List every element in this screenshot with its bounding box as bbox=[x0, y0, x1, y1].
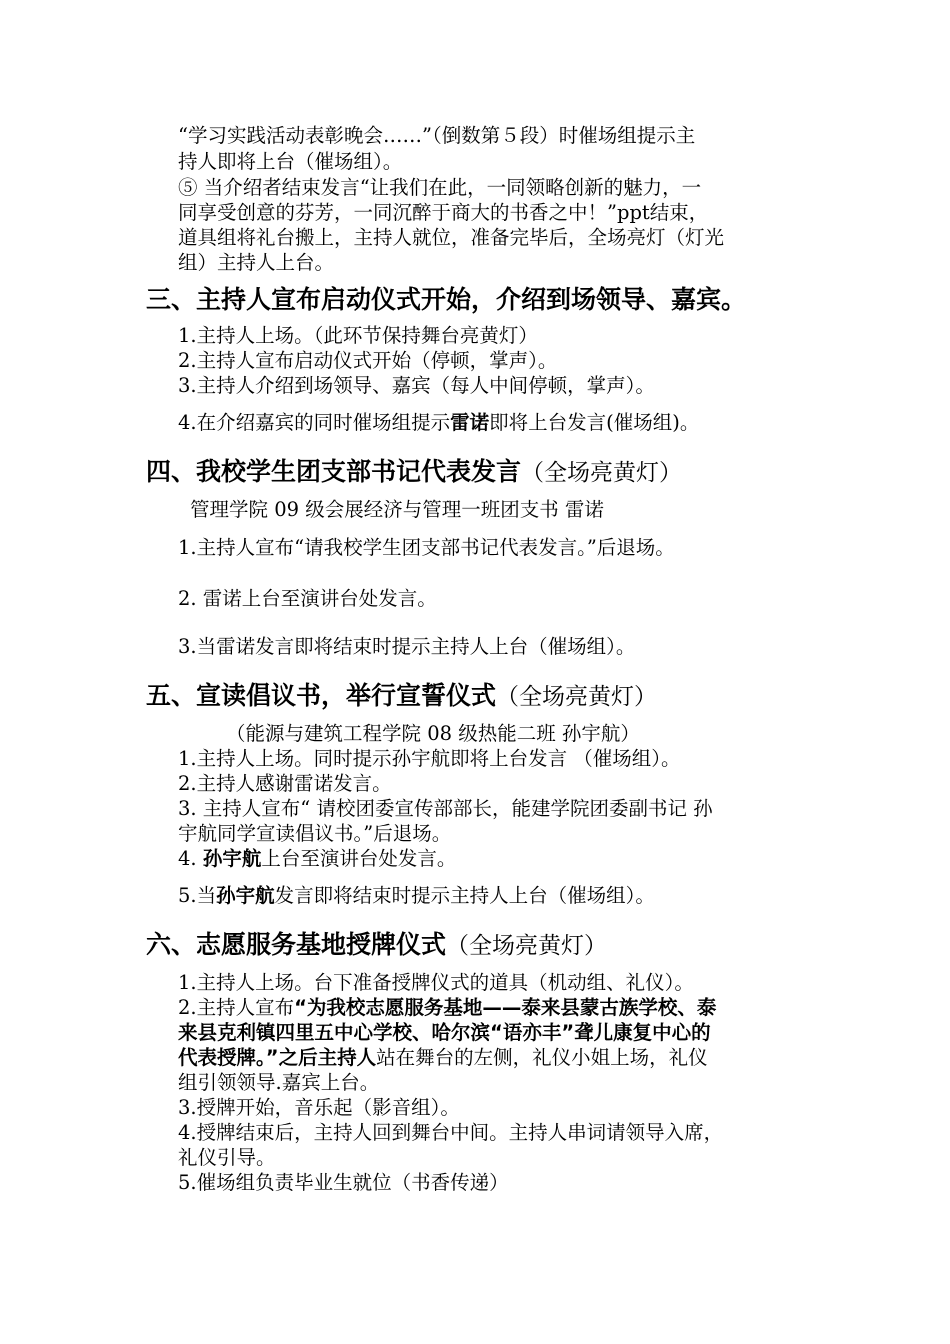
list-item: 2.主持人感谢雷诺发言。 bbox=[178, 772, 392, 795]
list-item-continuation: 宇航同学宣读倡议书。”后退场。 bbox=[178, 822, 452, 845]
section-3-heading: 三、主持人宣布启动仪式开始，介绍到场领导、嘉宾。 bbox=[146, 285, 747, 314]
bold-text: “为我校志愿服务基地——泰来县蒙古族学校、泰 bbox=[294, 996, 717, 1019]
heading-lighting-note: （全场亮黄灯） bbox=[446, 933, 608, 959]
bold-text: 代表授牌。”之后主持人 bbox=[178, 1046, 377, 1069]
section-5-heading bbox=[146, 680, 657, 713]
heading-text: 四、我校学生团支部书记代表发言 bbox=[146, 457, 522, 486]
list-item: 1.主持人上场。（此环节保持舞台亮黄灯） bbox=[178, 324, 538, 347]
heading-lighting-note: （全场亮黄灯） bbox=[496, 684, 658, 710]
intro-line: 组）主持人上台。 bbox=[178, 251, 335, 274]
list-item-continuation bbox=[178, 1045, 708, 1071]
list-item: 1.主持人宣布“请我校学生团支部书记代表发言。”后退场。 bbox=[178, 536, 675, 559]
text-run: 站在舞台的左侧，礼仪小姐上场，礼仪 bbox=[376, 1046, 708, 1069]
intro-line: “学习实践活动表彰晚会……”（倒数第５段）时催场组提示主 bbox=[178, 124, 696, 147]
heading-text: 六、志愿服务基地授牌仪式 bbox=[146, 930, 447, 959]
text-run: 2.主持人宣布 bbox=[178, 996, 295, 1019]
text-run: 上台至演讲台处发言。 bbox=[261, 847, 457, 870]
intro-line: 同享受创意的芬芳，一同沉醉于商大的书香之中！”ppt结束， bbox=[178, 201, 709, 224]
intro-line: ⑤ 当介绍者结束发言“让我们在此，一同领略创新的魅力，一 bbox=[178, 176, 702, 199]
list-item bbox=[178, 846, 456, 872]
bold-name: 孙宇航 bbox=[202, 847, 262, 870]
list-item: 5.催场组负责毕业生就位（书香传递） bbox=[178, 1171, 509, 1194]
list-item: 3.主持人介绍到场领导、嘉宾（每人中间停顿，掌声）。 bbox=[178, 374, 655, 397]
section-4-heading bbox=[146, 456, 682, 489]
bold-text: 来县克利镇四里五中心学校、哈尔滨“语亦丰”聋儿康复中心的 bbox=[178, 1021, 711, 1044]
bold-name: 孙宇航 bbox=[216, 884, 275, 907]
heading-text: 五、宣读倡议书，举行宣誓仪式 bbox=[146, 681, 497, 710]
text-run: 4.在介绍嘉宾的同时催场组提示 bbox=[178, 411, 451, 434]
list-item: 2.主持人宣布启动仪式开始（停顿，掌声）。 bbox=[178, 349, 558, 372]
text-run: 4. bbox=[178, 847, 203, 870]
list-item: 3. 主持人宣布“ 请校团委宣传部部长，能建学院团委副书记 孙 bbox=[178, 797, 713, 820]
list-item: 4.授牌结束后，主持人回到舞台中间。主持人串词请领导入席， bbox=[178, 1121, 724, 1144]
list-item-continuation: 组引领领导.嘉宾上台。 bbox=[178, 1071, 380, 1094]
text-run: 发言即将结束时提示主持人上台（催场组）。 bbox=[274, 884, 655, 907]
intro-line: 持人即将上台（催场组）。 bbox=[178, 150, 403, 173]
section-6-heading bbox=[146, 929, 607, 962]
list-item: 1.主持人上场。同时提示孙宇航即将上台发言 （催场组）。 bbox=[178, 747, 681, 770]
speaker-line: （能源与建筑工程学院 08 级热能二班 孙宇航） bbox=[226, 722, 640, 745]
list-item bbox=[178, 995, 716, 1021]
heading-lighting-note: （全场亮黄灯） bbox=[521, 460, 683, 486]
bold-name: 雷诺 bbox=[450, 411, 490, 434]
list-item: 1.主持人上场。台下准备授牌仪式的道具（机动组、礼仪）。 bbox=[178, 971, 694, 994]
intro-line: 道具组将礼台搬上，主持人就位，准备完毕后，全场亮灯（灯光 bbox=[178, 226, 725, 249]
list-item bbox=[178, 410, 699, 436]
list-item-continuation bbox=[178, 1020, 711, 1046]
list-item: 3.当雷诺发言即将结束时提示主持人上台（催场组）。 bbox=[178, 635, 636, 658]
list-item-continuation: 礼仪引导。 bbox=[178, 1146, 276, 1169]
text-run: 5.当 bbox=[178, 884, 217, 907]
list-item: 3.授牌开始，音乐起（影音组）。 bbox=[178, 1096, 460, 1119]
text-run: 即将上台发言(催场组)。 bbox=[489, 411, 700, 434]
list-item: 2. 雷诺上台至演讲台处发言。 bbox=[178, 587, 437, 610]
speaker-line: 管理学院 09 级会展经济与管理一班团支书 雷诺 bbox=[190, 498, 604, 521]
list-item bbox=[178, 883, 655, 909]
